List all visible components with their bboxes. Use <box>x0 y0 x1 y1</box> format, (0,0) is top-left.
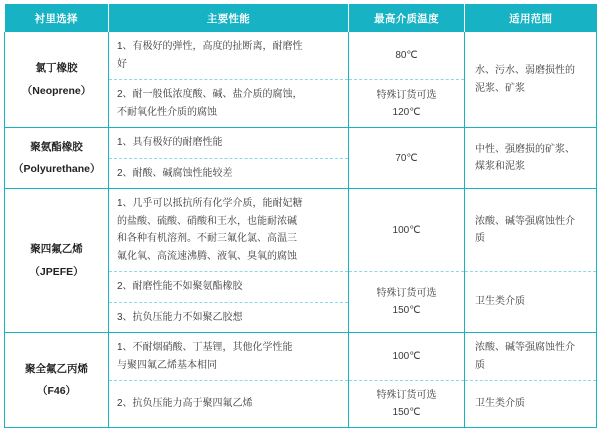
max-temp-value: 80℃ <box>395 50 418 61</box>
max-temp-note: 特殊订货可选 <box>376 89 437 101</box>
column-header-performance: 主要性能 <box>109 4 349 32</box>
lining-name-line2: （JPEFE） <box>29 265 84 278</box>
scope-line: 质 <box>475 359 485 371</box>
performance-cell <box>109 128 349 159</box>
lining-name-cell <box>5 128 109 189</box>
lining-name-cell <box>5 189 109 333</box>
performance-cell <box>109 158 349 189</box>
table-row <box>5 333 597 381</box>
max-temp-cell <box>349 80 465 128</box>
table-header-row <box>5 4 597 32</box>
table-row <box>5 189 597 272</box>
lining-name-line1: 氯丁橡胶 <box>35 62 78 75</box>
performance-line: 1、具有极好的耐磨性能 <box>117 137 223 148</box>
max-temp-cell <box>349 189 465 272</box>
performance-line: 的盐酸、硫酸、硝酸和王水，也能耐浓碱 <box>117 215 297 227</box>
scope-line: 中性、强磨损的矿浆、 <box>475 143 575 155</box>
max-temp-cell <box>349 128 465 189</box>
max-temp-cell <box>349 272 465 333</box>
lining-name-cell <box>5 32 109 128</box>
performance-line: 2、耐磨性能不如聚氨酯橡胶 <box>117 281 243 292</box>
lining-name-line2: （Neoprene） <box>21 84 92 97</box>
max-temp-cell <box>349 32 465 80</box>
scope-cell <box>465 32 597 128</box>
max-temp-value: 150℃ <box>392 305 421 316</box>
max-temp-cell <box>349 381 465 428</box>
lining-name-line1: 聚全氟乙丙烯 <box>25 362 88 375</box>
performance-line: 1、几乎可以抵抗所有化学介质，能耐妃糖 <box>117 198 303 209</box>
scope-line: 煤浆和泥浆 <box>475 161 525 172</box>
table-row <box>5 128 597 159</box>
lining-name-line2: （Polyurethane） <box>13 163 101 175</box>
performance-line: 好 <box>117 58 127 70</box>
max-temp-cell <box>349 333 465 381</box>
max-temp-value: 150℃ <box>392 407 421 418</box>
max-temp-value: 100℃ <box>392 351 421 362</box>
lining-name-line1: 聚四氟乙烯 <box>30 243 83 256</box>
table-header <box>5 4 597 32</box>
scope-line: 质 <box>475 233 485 244</box>
lining-name-line1: 聚氨酯橡胶 <box>30 140 83 153</box>
performance-line: 与聚四氟乙烯基本相同 <box>117 359 217 371</box>
lining-name-line2: （F46） <box>36 385 77 397</box>
performance-line: 不耐氧化性介质的腐蚀 <box>117 106 217 118</box>
scope-line: 泥浆、矿浆 <box>475 82 525 94</box>
lining-specification-table <box>4 4 597 428</box>
performance-cell <box>109 32 349 80</box>
max-temp-value: 100℃ <box>392 224 421 236</box>
max-temp-note: 特殊订货可选 <box>376 390 437 401</box>
performance-cell <box>109 80 349 128</box>
performance-line: 2、抗负压能力高于聚四氟乙烯 <box>117 398 253 410</box>
scope-cell <box>465 333 597 381</box>
performance-cell <box>109 302 349 333</box>
scope-line: 卫生类介质 <box>475 398 525 410</box>
scope-cell <box>465 381 597 428</box>
scope-cell <box>465 272 597 333</box>
scope-cell <box>465 128 597 189</box>
scope-cell <box>465 189 597 272</box>
scope-line: 水、污水、弱磨损性的 <box>475 65 575 76</box>
scope-line: 卫生类介质 <box>475 296 525 308</box>
scope-line: 浓酸、碱等强腐蚀性介 <box>475 215 575 227</box>
column-header-scope: 适用范围 <box>465 4 597 32</box>
column-header-lining: 衬里选择 <box>5 4 109 32</box>
table-body <box>5 32 597 428</box>
lining-name-cell <box>5 333 109 428</box>
performance-cell <box>109 333 349 381</box>
performance-cell <box>109 189 349 272</box>
max-temp-note: 特殊订货可选 <box>376 288 437 299</box>
performance-line: 1、不耐烟硝酸、丁基锂，其他化学性能 <box>117 342 293 353</box>
performance-line: 3、抗负压能力不如聚乙胶想 <box>117 311 243 323</box>
table-row <box>5 32 597 80</box>
max-temp-value: 70℃ <box>395 152 418 164</box>
column-header-max-temp: 最高介质温度 <box>349 4 465 32</box>
performance-cell <box>109 272 349 303</box>
performance-line: 和各种有机溶剂。不耐三氟化氯、高温三 <box>117 233 297 244</box>
performance-line: 氟化氧、高流速沸腾、液氧、臭氧的腐蚀 <box>117 250 297 262</box>
performance-line: 1、有极好的弹性，高度的扯断离，耐磨性 <box>117 41 303 52</box>
performance-cell <box>109 381 349 428</box>
scope-line: 浓酸、碱等强腐蚀性介 <box>475 342 575 353</box>
max-temp-value: 120℃ <box>392 106 421 118</box>
performance-line: 2、耐一般低浓度酸、碱、盐介质的腐蚀， <box>117 89 303 100</box>
performance-line: 2、耐酸、碱腐蚀性能较差 <box>117 167 233 179</box>
